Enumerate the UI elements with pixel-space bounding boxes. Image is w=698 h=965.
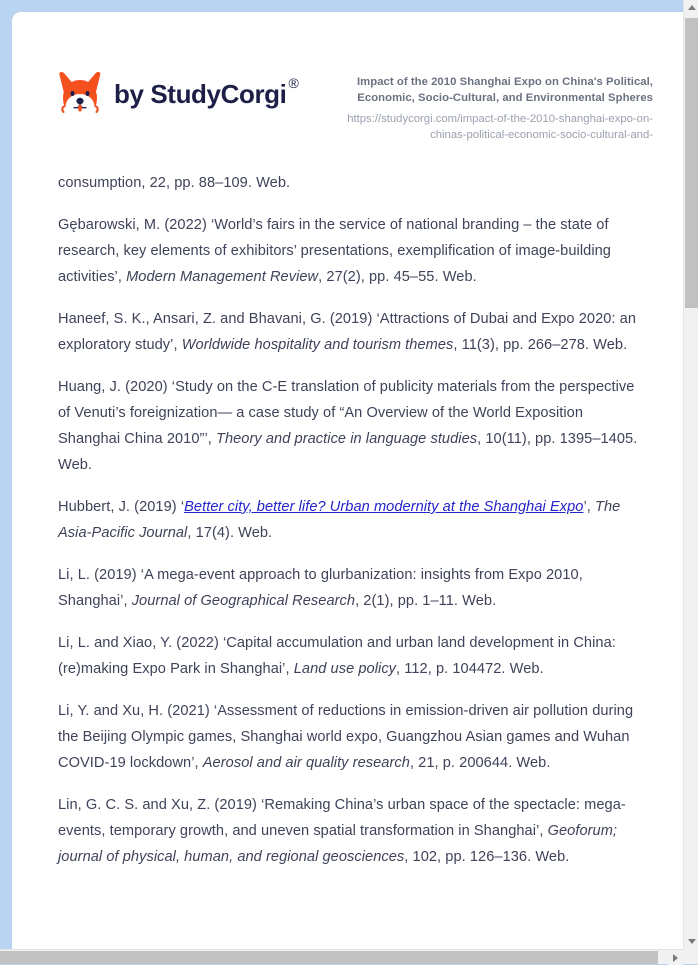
horizontal-scroll-thumb[interactable] — [0, 951, 658, 964]
triangle-up-icon — [688, 5, 696, 10]
reference-source-title: Worldwide hospitality and tourism themes — [181, 337, 454, 353]
reference-source-title: Journal of Geographical Research — [131, 593, 356, 609]
reference-text: Li, Y. and Xu, H. (2021) ‘Assessment of reductions in emission-driven air pollution during the Beijing Olympic games, Shanghai world expo, Guangzhou Asian games and Wuhan COVID-19 lockdown’, — [58, 703, 634, 771]
reference-text: , 102, pp. 126–136. Web. — [404, 849, 570, 865]
triangle-down-icon — [688, 939, 696, 944]
reference-text: , 21, p. 200644. Web. — [409, 755, 551, 771]
reference-text: , 2(1), pp. 1–11. Web. — [355, 593, 497, 609]
reference-text: consumption, 22, pp. 88–109. Web. — [58, 175, 291, 191]
reference-text: , 17(4). Web. — [187, 525, 273, 541]
reference-link[interactable]: Better city, better life? Urban modernity at the Shanghai Expo — [184, 499, 584, 515]
scroll-right-button[interactable] — [668, 950, 683, 965]
reference-entry — [58, 630, 647, 682]
document-header — [12, 12, 683, 142]
reference-entry — [58, 494, 647, 546]
reference-text: , 112, p. 104472. Web. — [396, 661, 544, 677]
corgi-head-icon — [57, 70, 103, 118]
triangle-right-icon — [673, 954, 678, 962]
reference-source-title: Aerosol and air quality research — [202, 755, 410, 771]
reference-entry — [58, 698, 647, 776]
document-title: Impact of the 2010 Shanghai Expo on China's Political, Economic, Socio-Cultural, and Environmental Spheres — [356, 76, 653, 105]
document-header-meta — [313, 60, 653, 144]
reference-source-title: Modern Management Review — [126, 269, 319, 285]
reference-text: Li, L. (2019) ‘A mega-event approach to glurbanization: insights from Expo 2010, Shanghai’, — [58, 567, 583, 609]
scrollbar-corner — [683, 949, 698, 964]
reference-text: , 27(2), pp. 45–55. Web. — [318, 269, 477, 285]
horizontal-scrollbar[interactable] — [0, 949, 698, 964]
scroll-down-button[interactable] — [684, 934, 698, 949]
reference-source-title: Geoforum; journal of physical, human, and regional geosciences — [58, 823, 618, 865]
reference-source-title: The Asia-Pacific Journal — [58, 499, 621, 541]
reference-source-title: Land use policy — [293, 661, 397, 677]
vertical-scroll-thumb[interactable] — [685, 18, 698, 308]
document-source-url: https://studycorgi.com/impact-of-the-2010-shanghai-expo-on-chinas-political-economic-socio-cultural-and- — [347, 112, 653, 142]
reference-text: Huang, J. (2020) ‘Study on the C-E translation of publicity materials from the perspective of Venuti’s foreignization— a case study of “An Overview of the World Exposition Shanghai China 2010”’, — [58, 379, 635, 447]
reference-entry — [58, 170, 647, 196]
reference-text: Gębarowski, M. (2022) ‘World’s fairs in the service of national branding – the state of research, key elements of exhibitors’ presentations, exemplification of image-building activities’, — [58, 217, 611, 285]
scroll-up-button[interactable] — [684, 0, 698, 15]
reference-entry — [58, 212, 647, 290]
reference-text: ’, — [583, 499, 595, 515]
references-list — [12, 130, 683, 870]
reference-text: , 11(3), pp. 266–278. Web. — [453, 337, 628, 353]
reference-source-title: Theory and practice in language studies — [215, 431, 478, 447]
reference-entry — [58, 562, 647, 614]
document-page-sheet — [12, 12, 683, 949]
brand-name-text: by StudyCorgi — [114, 79, 287, 109]
reference-entry — [58, 374, 647, 478]
reference-text: Haneef, S. K., Ansari, Z. and Bhavani, G. (2019) ‘Attractions of Dubai and Expo 2020: an exploratory study’, — [58, 311, 637, 353]
studycorgi-wordmark — [114, 75, 299, 109]
registered-trademark-icon: ® — [288, 75, 299, 91]
vertical-scrollbar[interactable] — [683, 0, 698, 949]
reference-entry — [58, 306, 647, 358]
reference-text: Hubbert, J. (2019) ‘ — [58, 499, 185, 515]
reference-entry — [58, 792, 647, 870]
reference-text: Li, L. and Xiao, Y. (2022) ‘Capital accumulation and urban land development in China: (re)making Expo Park in Shanghai’, — [58, 635, 616, 677]
reference-text: , 10(11), pp. 1395–1405. Web. — [58, 431, 638, 473]
studycorgi-branding — [57, 60, 299, 118]
reference-text: Lin, G. C. S. and Xu, Z. (2019) ‘Remaking China’s urban space of the spectacle: mega-events, temporary growth, and uneven spatial transformation in Shanghai’, — [58, 797, 626, 839]
